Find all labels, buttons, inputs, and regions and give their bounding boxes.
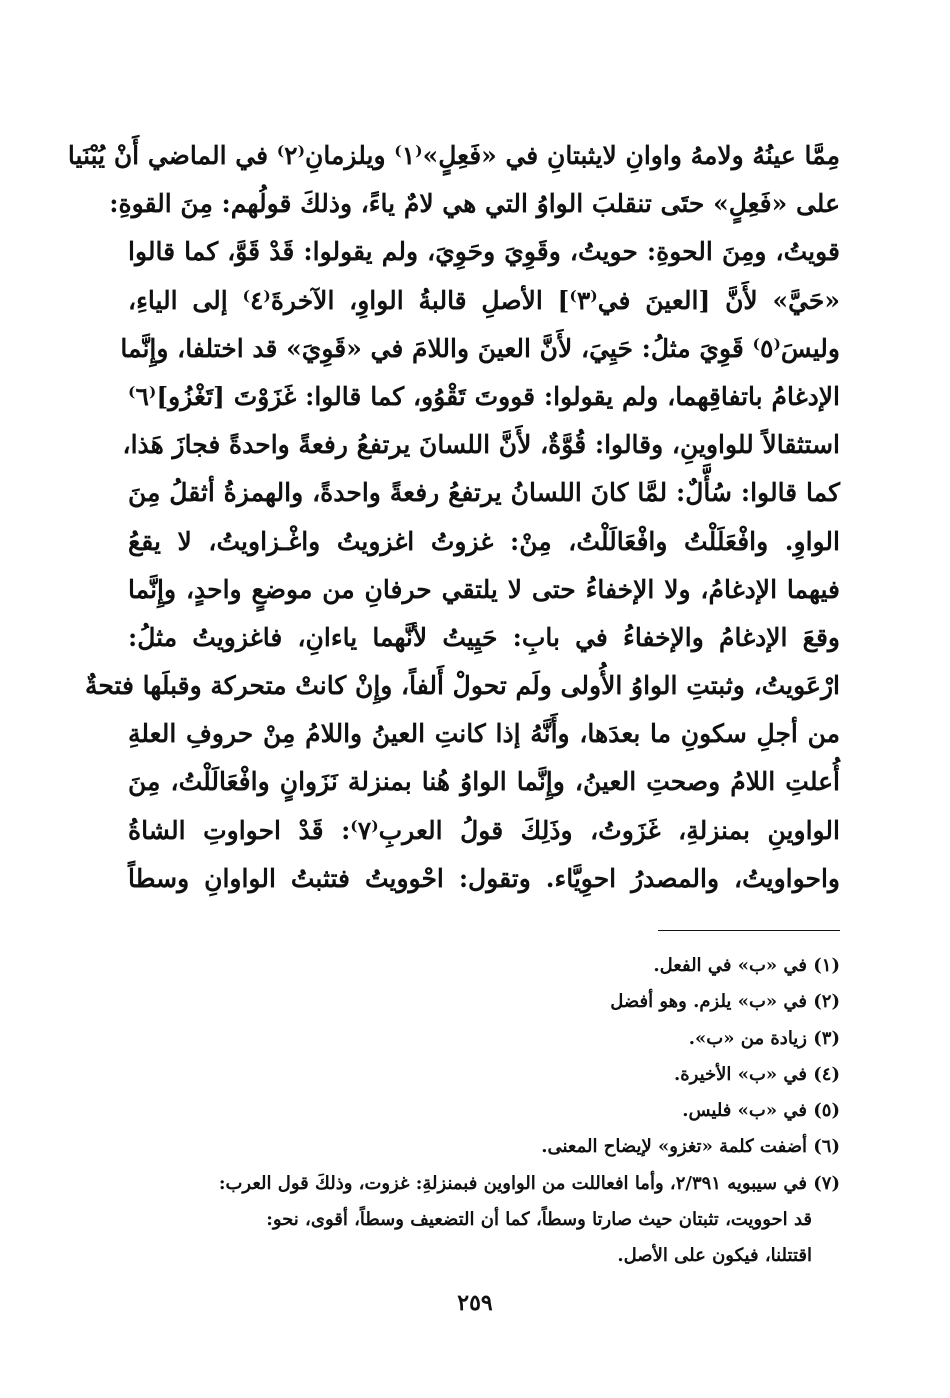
footnote-7-continuation: قد احوويت، تثبتان حيث صارتا وسطاً، كما أن التضعيف وسطاً، أقوى، نحو: [266, 1209, 812, 1231]
text-line: واحواويتُ، والمصدرُ احوِيَّاء. وتقول: احْوويتُ فتثبتُ الواوانِ وسطاً [128, 863, 840, 893]
page-number: ٢٥٩ [457, 1290, 493, 1316]
text-line: وليسَ⁽٥⁾ قَوِيَ مثلُ: حَيِيَ، لأَنَّ العينَ واللامَ في «قَوِيَ» قد اختلفا، وإِنَّما [120, 333, 840, 363]
text-line: على «فَعِلٍ» حتَى تنقلبَ الواوُ التي هي لامٌ ياءً، وذلكَ قولُهم: مِنَ القوةِ: [109, 189, 840, 219]
text-line: من أجلِ سكونِ ما بعدَها، وأَنَّهُ إذا كانتِ العينُ واللامُ مِنْ حروفِ العلةِ [128, 719, 840, 749]
text-line: «حَيَّ» لأَنَّ [العينَ في⁽٣⁾] الأصلِ قالبةُ الواوِ، الآخرةَ⁽٤⁾ إلى الياءِ، [128, 285, 841, 315]
footnote-3: (٣) زيادة من «ب». [688, 1027, 840, 1049]
footnote-7: (٧) في سيبويه ٢/٣٩١، وأما افعاللت من الواوين فبمنزلةِ: غزوت، وذلكَ قول العرب: [218, 1172, 840, 1194]
text-line: الواوِ. وافْعَلَلْتُ وافْعَالَلْتُ، مِنْ: غزوتُ اغزويتُ واغْـزاويتُ، لا يقعُ [128, 526, 840, 556]
text-line: الإدغامُ باتفاقِهما، ولم يقولوا: قووتَ تَقْوُو، كما قالوا: غَزَوْتَ [تَغْزُو]⁽٦⁾ [128, 381, 840, 411]
text-line: كما قالوا: سُأَّلٌ: لمَّا كانَ اللسانُ يرتفعُ رفعةً واحدةً، والهمزةُ أثقلُ مِنَ [128, 478, 840, 508]
footnotes [128, 948, 840, 1275]
footnote-4: (٤) في «ب» الأخيرة. [673, 1063, 840, 1085]
footnote-1: (١) في «ب» في الفعل. [653, 955, 840, 976]
main-text [67, 132, 841, 903]
text-line: وقعَ الإدغامُ والإخفاءُ في بابِ: حَيِيتُ لأنَّهما ياءانِ، فاغزويتُ مثلُ: [128, 622, 840, 652]
text-line: مِمَّا عينُهُ ولامهُ واوانِ لايثبتانِ في «فَعِلٍ»⁽١⁾ ويلزمانِ⁽٢⁾ في الماضي أَنْ يُبْنَيا [67, 141, 840, 170]
text-line: ارْعَويتُ، وثبتتِ الواوُ الأُولى ولَم تحولْ أَلفاً، وإِنْ كانتْ متحركة وقبلَها فتحةٌ [84, 671, 840, 701]
footnote-7-continuation: اقتتلنا، فيكون على الأصل. [617, 1245, 812, 1267]
footnote-6: (٦) أضفت كلمة «تغزو» لإيضاح المعنى. [541, 1136, 840, 1158]
text-line: أُعلتِ اللامُ وصحتِ العينُ، وإِنَّما الواوُ هُنا بمنزلة نَزَوانٍ وافْعَالَلْتُ، مِنَ [128, 767, 840, 797]
text-line: فيهما الإدغامُ، ولا الإخفاءُ حتى لا يلتقي حرفانِ من موضعٍ واحدٍ، وإِنَّما [128, 574, 840, 604]
text-line: الواوينِ بمنزلةِ، غَزَوتُ، وذَلِكَ قولُ العربِ⁽٧⁾: قَدْ احواوتِ الشاةُ [128, 815, 840, 845]
text-line: قويتُ، ومِنَ الحوةِ: حويتُ، وقَوِيَ وحَوِيَ، ولم يقولوا: قَدْ قَوَّ، كما قالوا [128, 237, 840, 267]
text-line: استثقالاً للواوينِ، وقالوا: قُوَّةٌ، لأَنَّ اللسانَ يرتفعُ رفعةً واحدةً فجازَ هَذا، [122, 430, 840, 460]
footnote-divider [658, 930, 840, 931]
footnote-5: (٥) في «ب» فليس. [682, 1100, 840, 1122]
footnote-2: (٢) في «ب» يلزم. وهو أفضل [610, 991, 840, 1013]
